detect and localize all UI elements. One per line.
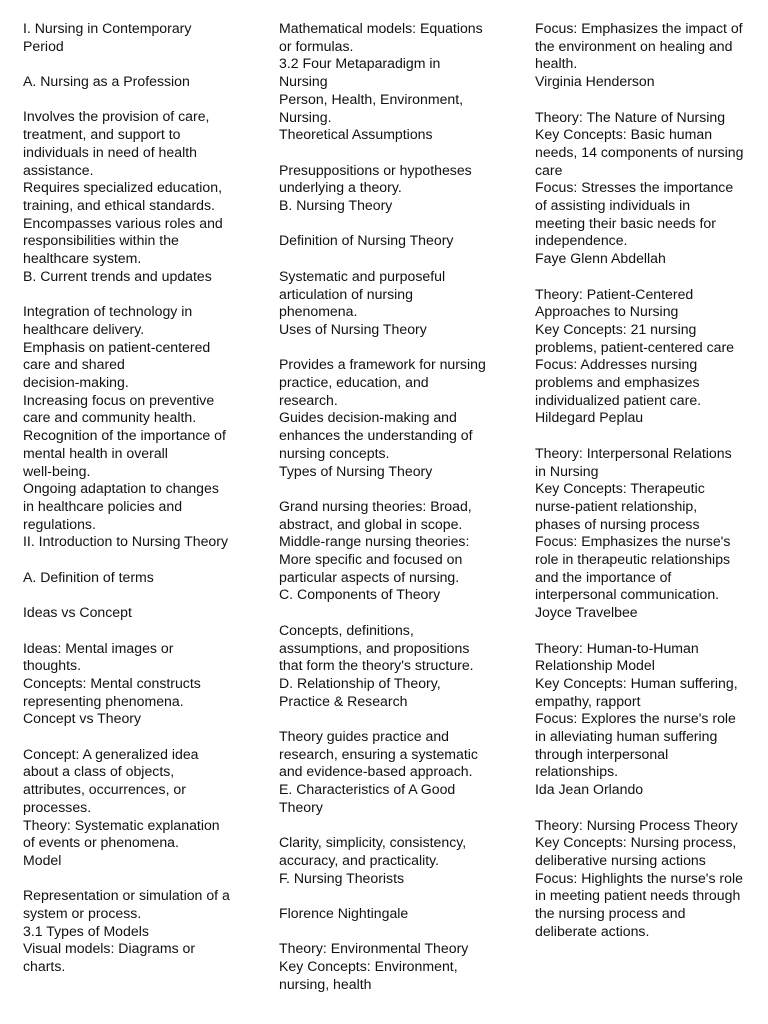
text-line: Theory: The Nature of Nursing xyxy=(535,108,726,125)
text-line: Nursing xyxy=(279,73,328,90)
text-line: needs, 14 components of nursing xyxy=(535,143,744,160)
text-line: Concept vs Theory xyxy=(23,710,142,727)
text-line xyxy=(279,144,503,162)
text-line: phenomena. xyxy=(279,303,358,320)
text-line xyxy=(279,480,503,498)
text-line: Ongoing adaptation to changes xyxy=(23,480,219,497)
text-line xyxy=(279,339,503,357)
text-line: Representation or simulation of a xyxy=(23,887,230,904)
text-line: Concepts, definitions, xyxy=(279,621,414,638)
text-line: 3.1 Types of Models xyxy=(23,922,149,939)
text-line: deliberative nursing actions xyxy=(535,851,706,868)
text-line: Theory: Human-to-Human xyxy=(535,639,699,656)
text-line: Theory xyxy=(279,798,323,815)
text-line: Recognition of the importance of xyxy=(23,427,226,444)
text-line: Integration of technology in xyxy=(23,303,193,320)
text-line: Clarity, simplicity, consistency, xyxy=(279,834,467,851)
text-line: Encompasses various roles and xyxy=(23,214,223,231)
text-line: B. Current trends and updates xyxy=(23,267,212,284)
text-line xyxy=(535,622,750,640)
text-line: role in therapeutic relationships xyxy=(535,551,731,568)
text-line: Focus: Emphasizes the impact of xyxy=(535,20,743,36)
text-line: in Nursing xyxy=(535,462,599,479)
text-line: decision-making. xyxy=(23,374,129,391)
text-line: Nursing. xyxy=(279,108,332,125)
text-line: Focus: Highlights the nurse's role xyxy=(535,869,743,886)
text-line: Theory: Nursing Process Theory xyxy=(535,816,738,833)
text-line: deliberate actions. xyxy=(535,922,650,939)
text-line: nursing, health xyxy=(279,975,372,992)
text-line: accuracy, and practicality. xyxy=(279,851,440,868)
text-line: Focus: Stresses the importance xyxy=(535,179,734,196)
text-line xyxy=(535,427,750,445)
text-line: healthcare system. xyxy=(23,250,142,267)
text-line: F. Nursing Theorists xyxy=(279,869,405,886)
text-line: system or process. xyxy=(23,905,142,922)
text-line: assumptions, and propositions xyxy=(279,639,470,656)
text-line: care xyxy=(535,161,563,178)
text-line: Key Concepts: Human suffering, xyxy=(535,674,738,691)
text-line: Florence Nightingale xyxy=(279,905,409,922)
text-line: Theoretical Assumptions xyxy=(279,126,433,143)
text-line: Period xyxy=(23,37,64,54)
text-line xyxy=(23,870,245,888)
text-line: practice, education, and xyxy=(279,374,429,390)
text-line: abstract, and global in scope. xyxy=(279,515,463,532)
text-line xyxy=(279,215,503,233)
text-line: Visual models: Diagrams or xyxy=(23,940,196,957)
text-line: underlying a theory. xyxy=(279,179,402,196)
text-line: regulations. xyxy=(23,515,96,532)
text-line: assistance. xyxy=(23,161,94,178)
text-line: Grand nursing theories: Broad, xyxy=(279,497,472,514)
text-line: problems and emphasizes xyxy=(535,374,700,391)
text-line: Person, Health, Environment, xyxy=(279,90,464,107)
text-line: Uses of Nursing Theory xyxy=(279,320,427,337)
text-line: nursing concepts. xyxy=(279,444,390,461)
text-line: Theory: Interpersonal Relations xyxy=(535,444,732,461)
text-line: 3.2 Four Metaparadigm in xyxy=(279,55,441,72)
text-line: nurse-patient relationship, xyxy=(535,497,698,514)
text-line: E. Characteristics of A Good xyxy=(279,781,456,798)
text-line: in healthcare policies and xyxy=(23,497,183,514)
text-line: meeting their basic needs for xyxy=(535,214,716,231)
text-line: Types of Nursing Theory xyxy=(279,462,433,479)
text-line xyxy=(535,268,750,286)
text-line: Model xyxy=(23,851,62,868)
text-line: responsibilities within the xyxy=(23,232,179,249)
text-line xyxy=(23,728,245,746)
text-column-1 xyxy=(23,20,245,976)
text-line: Emphasis on patient-centered xyxy=(23,338,211,355)
text-line xyxy=(279,817,503,835)
text-line: D. Relationship of Theory, xyxy=(279,674,441,691)
text-line xyxy=(23,551,245,569)
text-line: Key Concepts: Therapeutic xyxy=(535,480,705,497)
text-line: Systematic and purposeful xyxy=(279,267,446,284)
text-line xyxy=(279,604,503,622)
text-line: Joyce Travelbee xyxy=(535,604,638,621)
text-line: Approaches to Nursing xyxy=(535,303,679,320)
text-line: Middle-range nursing theories: xyxy=(279,533,470,550)
text-line: II. Introduction to Nursing Theory xyxy=(23,533,228,550)
text-line xyxy=(23,55,245,73)
text-line: particular aspects of nursing. xyxy=(279,568,460,585)
text-line: Key Concepts: Environment, xyxy=(279,958,458,975)
text-line: research. xyxy=(279,391,338,408)
text-column-3 xyxy=(535,20,750,940)
text-line: Requires specialized education, xyxy=(23,179,222,196)
text-line: articulation of nursing xyxy=(279,285,413,302)
text-line: Key Concepts: 21 nursing xyxy=(535,320,697,337)
text-line: the environment on healing and xyxy=(535,37,733,54)
text-line: and the importance of xyxy=(535,568,672,585)
text-line: B. Nursing Theory xyxy=(279,197,393,214)
text-line: and evidence-based approach. xyxy=(279,763,473,780)
text-line: Mathematical models: Equations xyxy=(279,20,483,36)
text-line: healthcare delivery. xyxy=(23,320,145,337)
text-line: Ideas vs Concept xyxy=(23,604,132,621)
text-line: in meeting patient needs through xyxy=(535,887,741,904)
text-line: well-being. xyxy=(23,462,91,479)
text-line: independence. xyxy=(535,232,628,249)
text-line: about a class of objects, xyxy=(23,763,175,780)
text-line: Faye Glenn Abdellah xyxy=(535,250,666,267)
text-line xyxy=(279,710,503,728)
text-line: research, ensuring a systematic xyxy=(279,745,478,762)
text-line: Theory: Environmental Theory xyxy=(279,940,469,957)
text-line: thoughts. xyxy=(23,657,81,674)
text-line: processes. xyxy=(23,798,92,815)
text-line: attributes, occurrences, or xyxy=(23,781,186,798)
text-line: care and shared xyxy=(23,356,125,373)
text-line: that form the theory's structure. xyxy=(279,657,474,674)
text-line: of assisting individuals in xyxy=(535,197,691,214)
text-line: individualized patient care. xyxy=(535,391,702,408)
text-line: the nursing process and xyxy=(535,905,686,922)
text-line: Ida Jean Orlando xyxy=(535,781,644,798)
text-line xyxy=(279,250,503,268)
text-line: enhances the understanding of xyxy=(279,427,473,444)
text-line: health. xyxy=(535,55,578,72)
text-line: charts. xyxy=(23,958,66,975)
text-line: through interpersonal xyxy=(535,745,669,762)
text-line: of events or phenomena. xyxy=(23,834,179,851)
text-line: Provides a framework for nursing xyxy=(279,356,486,373)
text-line: Focus: Explores the nurse's role xyxy=(535,710,736,727)
text-line: representing phenomena. xyxy=(23,692,184,709)
text-line: Relationship Model xyxy=(535,657,655,674)
text-line: Definition of Nursing Theory xyxy=(279,232,454,249)
text-line: Focus: Addresses nursing xyxy=(535,356,698,373)
text-line: Virginia Henderson xyxy=(535,73,655,90)
text-line: Theory: Patient-Centered xyxy=(535,285,694,302)
text-line xyxy=(23,286,245,304)
text-line: Guides decision-making and xyxy=(279,409,457,426)
text-line: treatment, and support to xyxy=(23,126,181,143)
text-line: Concept: A generalized idea xyxy=(23,745,199,762)
text-line: Increasing focus on preventive xyxy=(23,391,215,408)
text-line: individuals in need of health xyxy=(23,143,197,160)
text-line: relationships. xyxy=(535,763,619,780)
text-line: empathy, rapport xyxy=(535,692,641,709)
text-line: training, and ethical standards. xyxy=(23,197,215,213)
text-line: Key Concepts: Nursing process, xyxy=(535,834,737,851)
text-line: interpersonal communication. xyxy=(535,586,720,603)
text-line: in alleviating human suffering xyxy=(535,728,718,745)
text-line: I. Nursing in Contemporary xyxy=(23,20,192,36)
text-line: Hildegard Peplau xyxy=(535,409,644,426)
text-line: Theory: Systematic explanation xyxy=(23,816,220,833)
text-line xyxy=(23,622,245,640)
text-line: problems, patient-centered care xyxy=(535,338,734,355)
text-line: Concepts: Mental constructs xyxy=(23,674,201,691)
text-line: Key Concepts: Basic human xyxy=(535,126,713,143)
text-line: Involves the provision of care, xyxy=(23,108,210,125)
text-column-2 xyxy=(279,20,503,994)
text-line: care and community health. xyxy=(23,409,197,426)
text-line xyxy=(279,887,503,905)
text-line: Presuppositions or hypotheses xyxy=(279,161,472,178)
text-line xyxy=(535,799,750,817)
text-line: mental health in overall xyxy=(23,444,168,461)
text-line: Focus: Emphasizes the nurse's xyxy=(535,533,731,550)
text-line: Ideas: Mental images or xyxy=(23,639,174,656)
text-line: C. Components of Theory xyxy=(279,586,441,603)
text-line: Theory guides practice and xyxy=(279,728,450,745)
text-line xyxy=(23,586,245,604)
text-line: A. Definition of terms xyxy=(23,568,154,585)
text-line: or formulas. xyxy=(279,37,354,54)
text-line xyxy=(535,91,750,109)
text-line: Practice & Research xyxy=(279,692,408,709)
text-line xyxy=(23,91,245,109)
text-line: More specific and focused on xyxy=(279,551,463,568)
text-line xyxy=(279,923,503,941)
text-line: phases of nursing process xyxy=(535,515,700,532)
text-line: A. Nursing as a Profession xyxy=(23,73,190,90)
